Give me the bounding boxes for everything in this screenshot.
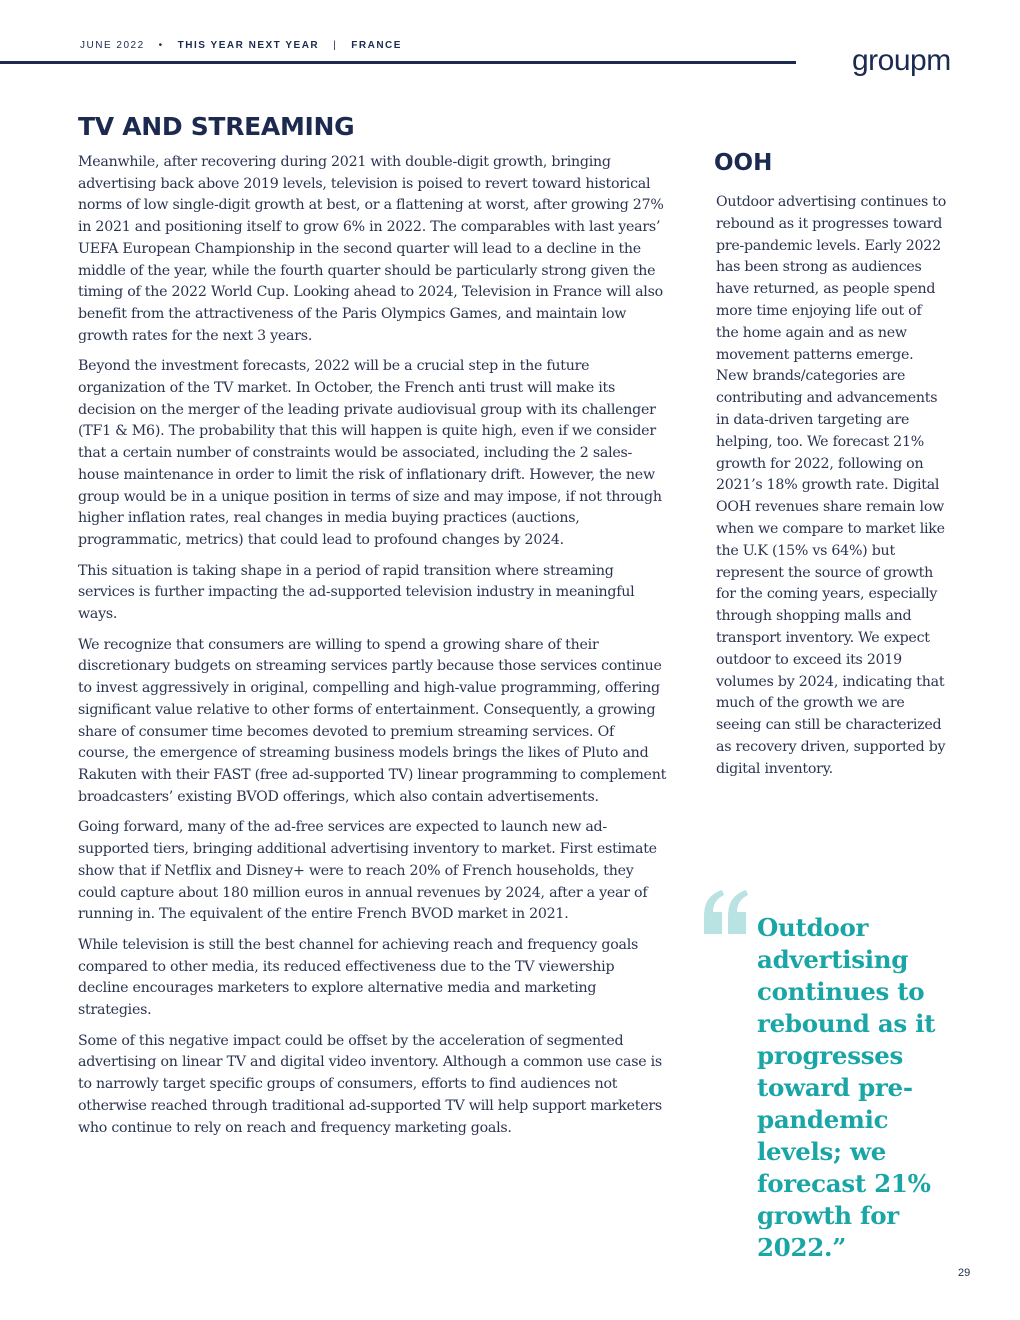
- article-paragraph: Some of this negative impact could be offset by the acceleration of segmented advertising on linear TV and digital video inventory. Although a common use case is to narrowly target specific groups of consumers, efforts to find audiences not otherwise reached through traditional ad-supported TV will help support marketers who continue to rely on reach and frequency marketing goals.: [78, 1032, 662, 1136]
- header-report-title: THIS YEAR NEXT YEAR: [177, 40, 320, 51]
- groupm-logo: [852, 38, 972, 82]
- sidebar-body: [716, 192, 948, 781]
- article-paragraph: While television is still the best channel for achieving reach and frequency goals compared to other media, its reduced effectiveness due to the TV viewership decline encourages marketers to explore alternative media and marketing strategies.: [78, 936, 639, 1019]
- article-paragraph: This situation is taking shape in a period of rapid transition where streaming services is further impacting the ad-supported television industry in meaningful ways.: [78, 562, 635, 623]
- main-article: [78, 152, 668, 1148]
- sidebar-title: OOH: [714, 150, 773, 176]
- section-title: TV AND STREAMING: [78, 112, 355, 141]
- groupm-logo-text: groupm: [852, 44, 951, 77]
- header-bullet: •: [158, 40, 164, 51]
- article-paragraph: Going forward, many of the ad-free services are expected to launch new ad-supported tiers, bringing additional advertising inventory to market. First estimate show that if Netflix and Disney+ were to reach 20% of French households, they could capture about 180 million euros in annual revenues by 2024, after a year of running in. The equivalent of the entire French BVOD market in 2021.: [78, 819, 657, 923]
- running-header: [80, 40, 402, 51]
- article-paragraph: Beyond the investment forecasts, 2022 will be a crucial step in the future organization of the TV market. In October, the French anti trust will make its decision on the merger of the leading private audiovisual group with its challenger (TF1 & M6). The probability that this will happen is quite high, even if we consider that a certain number of constraints would be associated, including the 2 sales-house maintenance in order to limit the risk of inflationary drift. However, the new group would be in a unique position in terms of size and may impose, if not through higher inflation rates, real changes in media buying practices (auctions, programmatic, metrics) that could lead to profound changes by 2024.: [78, 358, 662, 548]
- page-number: 29: [958, 1267, 971, 1279]
- pull-quote: Outdoor advertising continues to rebound as it progresses toward pre-pandemic levels; we forecast 21% growth for 2022.”: [757, 913, 936, 1262]
- header-country: FRANCE: [351, 40, 402, 51]
- sidebar-paragraph: Outdoor advertising continues to rebound as it progresses toward pre-pandemic levels. Early 2022 has been strong as audiences have returned, as people spend more time enjoying life out of the home again and as new movement patterns emerge. New brands/categories are contributing and advancements in data-driven targeting are helping, too. We forecast 21% growth for 2022, following on 2021’s 18% growth rate. Digital OOH revenues share remain low when we compare to market like the U.K (15% vs 64%) but represent the source of growth for the coming years, especially through shopping malls and transport inventory. We expect outdoor to exceed its 2019 volumes by 2024, indicating that much of the growth we are seeing can still be characterized as recovery driven, supported by digital inventory.: [716, 194, 947, 777]
- quote-open-icon: [700, 888, 752, 938]
- header-divider: |: [333, 40, 338, 51]
- header-rule: [0, 61, 796, 64]
- article-paragraph: We recognize that consumers are willing to spend a growing share of their discretionary budgets on streaming services partly because those services continue to invest aggressively in original, compelling and high-value programming, offering significant value relative to other forms of entertainment. Consequently, a growing share of consumer time becomes devoted to premium streaming services. Of course, the emergence of streaming business models brings the likes of Pluto and Rakuten with their FAST (free ad-supported TV) linear programming to complement broadcasters’ existing BVOD offerings, which also contain advertisements.: [78, 636, 667, 805]
- header-date: JUNE 2022: [80, 40, 145, 51]
- article-paragraph: Meanwhile, after recovering during 2021 with double-digit growth, bringing advertising back above 2019 levels, television is poised to revert toward historical norms of low single-digit growth at best, or a flattening at worst, after growing 27% in 2021 and positioning itself to grow 6% in 2022. The comparables with last years’ UEFA European Championship in the second quarter will lead to a decline in the middle of the year, while the fourth quarter should be particularly strong given the timing of the 2022 World Cup. Looking ahead to 2024, Television in France will also benefit from the attractiveness of the Paris Olympics Games, and maintain low growth rates for the next 3 years.: [78, 154, 664, 344]
